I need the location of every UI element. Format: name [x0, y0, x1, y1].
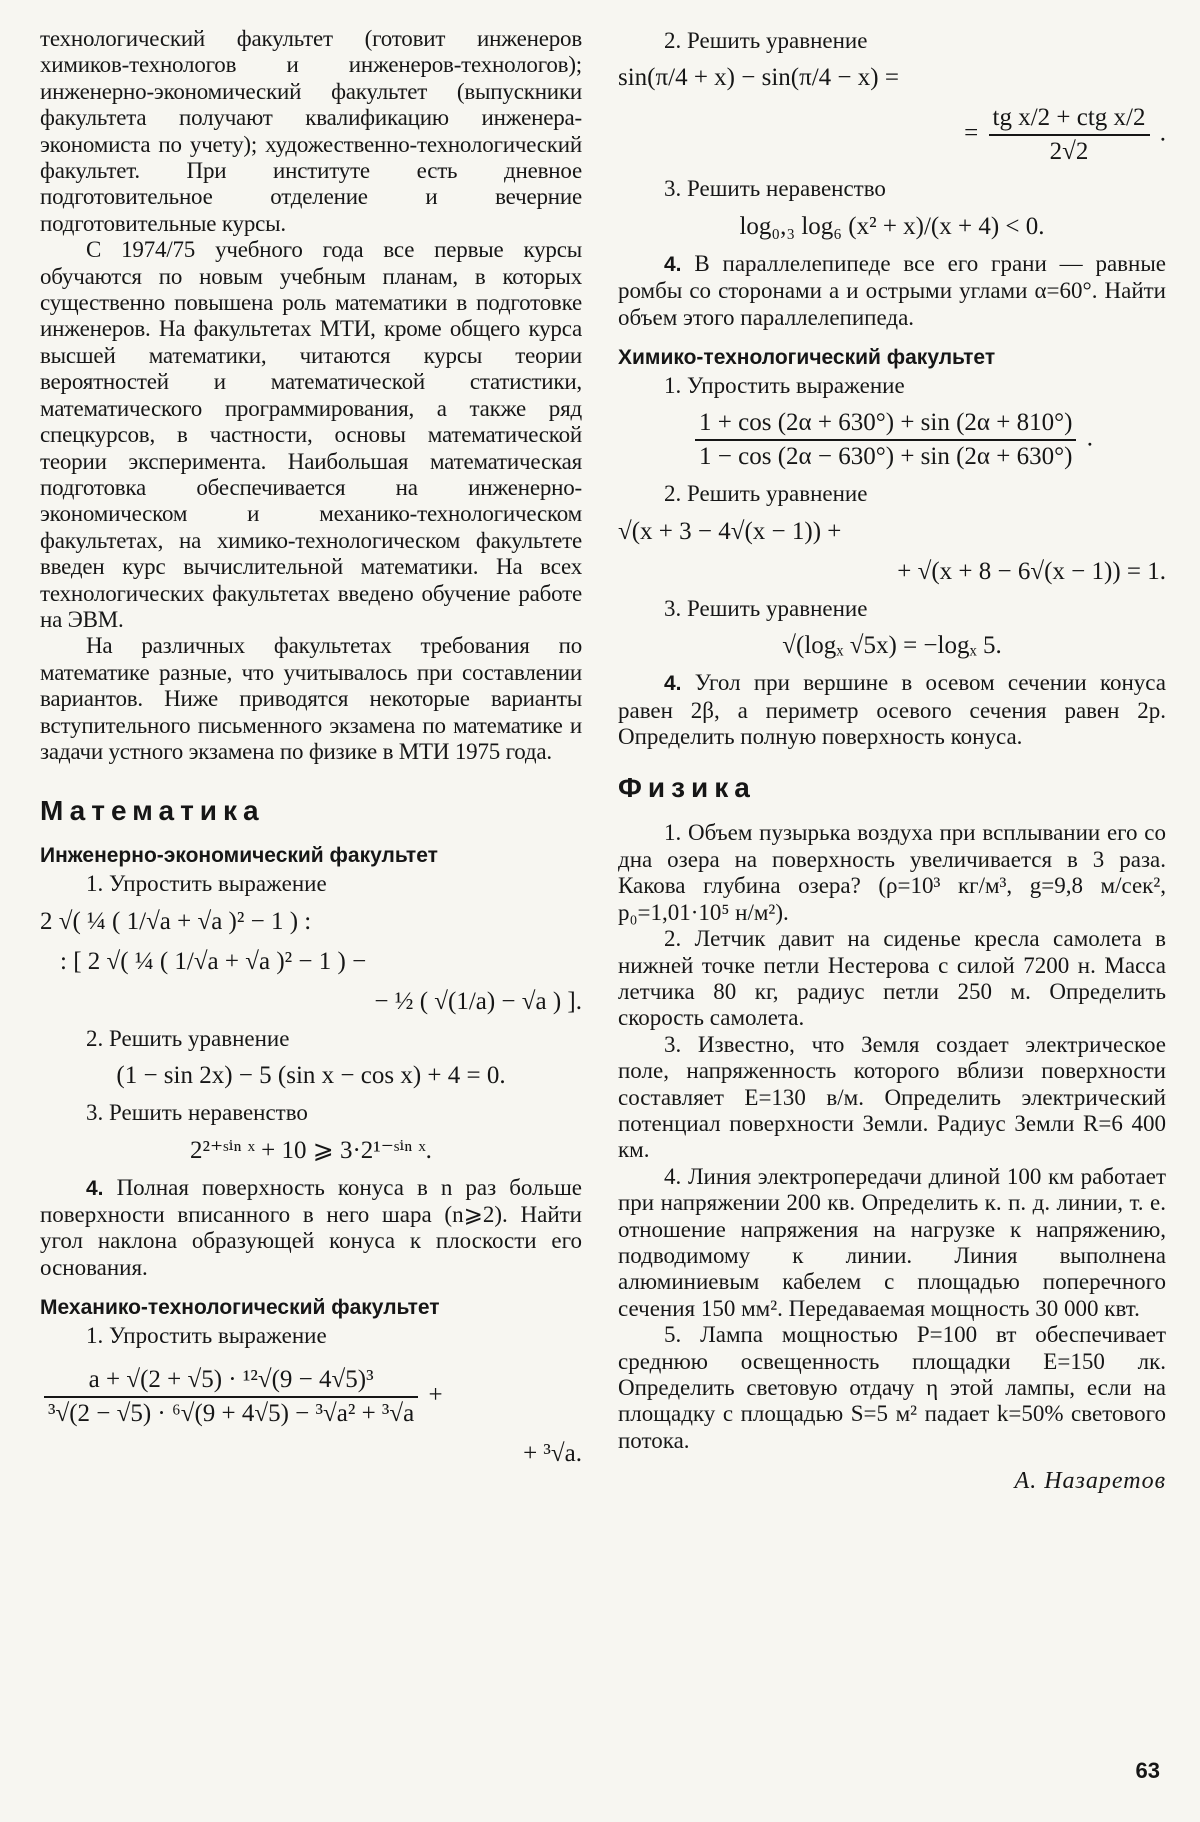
mech-tech-problem-1-plus: +: [428, 1381, 443, 1409]
mech-tech-problem-1-denominator: ³√(2 − √5) · ⁶√(9 + 4√5) − ³√a² + ³√a: [48, 1399, 415, 1427]
mech-tech-problem-2-rhs-numerator: tg x/2 + ctg x/2: [989, 102, 1150, 136]
chem-tech-problem-4-number: 4.: [664, 672, 682, 696]
chem-tech-faculty-title: Химико-технологический факультет: [618, 346, 996, 370]
eng-econ-problem-1-formula-line-2: : [ 2 √( ¼ ( 1/√a + √a )² − 1 ) −: [60, 947, 367, 975]
mech-tech-problem-2-rhs-denominator: 2√2: [1049, 138, 1089, 166]
mech-tech-problem-4-text: В параллелепипеде все его грани — равные ромбы со сторонами a и острыми углами α=60°. Найти объем этого параллелепипеда.: [618, 250, 1167, 330]
eng-econ-problem-1-formula-line-3: − ½ ( √(1/a) − √a ) ].: [374, 987, 582, 1015]
intro-paragraph-2: С 1974/75 учебного года все первые курсы обучаются по новым учебным планам, в которых существенно повышена роль математики в подготовке инженеров. На факультетах МТИ, кроме общего курса высшей математики, читаются курсы теории вероятностей и математической статистики, математического программирования, а также ряд спецкурсов, в частности, основы математической теории эксперимента. Наибольшая математическая подготовка обеспечивается на инженерно-экономическом и механико-технологическом факультетах, на химико-технологическом факультете введен курс вычислительной математики. На всех технологических факультетах введено обучение работе на ЭВМ.: [40, 237, 582, 632]
chem-tech-problem-3-formula: √(logₓ √5x) = −logₓ 5.: [782, 632, 1002, 660]
mech-tech-problem-1-formula: [40, 1364, 582, 1430]
mech-tech-problem-2-label: 2. Решить уравнение: [664, 28, 868, 53]
mech-tech-problem-1-label: 1. Упростить выражение: [86, 1323, 327, 1349]
chem-tech-problem-4-text: Угол при вершине в осевом сечении конуса равен 2β, а периметр осевого сечения равен 2p. Определить полную поверхность конуса.: [618, 670, 1166, 750]
physics-problem-5: 5. Лампа мощностью P=100 вт обеспечивает среднюю освещенность площадки E=150 лк. Определить световую отдачу η этой лампы, если на площадку с площадью S=5 м² падает k=50% светового потока.: [618, 1322, 1166, 1453]
right-column: [618, 26, 1166, 1495]
physics-problem-3: 3. Известно, что Земля создает электрическое поле, напряженность которого вблизи поверхности составляет E=130 в/м. Определить электрический потенциал поверхности Земли. Радиус Земли R=6 400 км.: [618, 1031, 1166, 1163]
eng-econ-problem-4-number: 4.: [86, 1176, 104, 1200]
page-number: 63: [1135, 1758, 1160, 1783]
chem-tech-problem-2-label: 2. Решить уравнение: [664, 481, 868, 507]
mech-tech-problem-2-formula-line-2: [618, 102, 1166, 168]
left-column: [40, 26, 582, 1478]
mech-tech-problem-3-label: 3. Решить неравенство: [664, 176, 886, 202]
chem-tech-problem-1-denominator: 1 − cos (2α − 630°) + sin (2α + 630°): [699, 443, 1073, 471]
mech-tech-problem-2-rhs-fraction: [989, 102, 1150, 168]
chem-tech-problem-2-formula-line-1: √(x + 3 − 4√(x − 1)) +: [618, 517, 842, 545]
eng-econ-problem-4: [40, 1175, 582, 1282]
physics-section-title: Физика: [618, 772, 756, 804]
chem-tech-problem-1-numerator: 1 + cos (2α + 630°) + sin (2α + 810°): [695, 407, 1076, 441]
eng-econ-problem-3-formula: 2²⁺ˢⁱⁿ ˣ + 10 ⩾ 3·2¹⁻ˢⁱⁿ ˣ.: [190, 1136, 432, 1164]
eng-econ-problem-2-formula: (1 − sin 2x) − 5 (sin x − cos x) + 4 = 0.: [116, 1062, 506, 1090]
mech-tech-problem-4-number: 4.: [664, 252, 682, 276]
chem-tech-problem-1-formula: [618, 407, 1166, 473]
intro-paragraph-3: На различных факультетах требования по математике разные, что учитывалось при составлении вариантов. Ниже приводятся некоторые варианты вступительного письменного экзамена по математике и задачи устного экзамена по физике в МТИ 1975 года.: [40, 633, 582, 764]
eng-econ-faculty-title: Инженерно-экономический факультет: [40, 844, 438, 868]
mech-tech-problem-2-dot: .: [1159, 120, 1166, 148]
author-signature: А. Назаретов: [1014, 1468, 1166, 1495]
intro-paragraph-1: технологический факультет (готовит инженеров химиков-технологов и инженеров-технологов); инженерно-экономический факультет (выпускники факультета получают квалификацию инженера-экономиста по учету); художественно-технологический факультет. При институте есть дневное подготовительное отделение и вечерние подготовительные курсы.: [40, 26, 582, 236]
chem-tech-problem-1-label: 1. Упростить выражение: [664, 373, 905, 399]
eng-econ-problem-2-label: 2. Решить уравнение: [86, 1025, 290, 1051]
chem-tech-problem-1-fraction: [695, 407, 1076, 473]
mech-tech-problem-1-fraction: [44, 1364, 418, 1430]
physics-problem-1: 1. Объем пузырька воздуха при всплывании его со дна озера на поверхность увеличивается в 3 раза. Какова глубина озера? (ρ=10³ кг/м³, g=9,8 м/сек², p₀=1,01·10⁵ н/м²).: [618, 820, 1166, 925]
eng-econ-problem-4-text: Полная поверхность конуса в n раз больше поверхности вписанного в него шара (n⩾2). Найти угол наклона образующей конуса к плоскости его основания.: [40, 1174, 582, 1280]
physics-problem-2: 2. Летчик давит на сиденье кресла самолета в нижней точке петли Нестерова с силой 7200 н. Масса летчика 80 кг, радиус петли 250 м. Определить скорость самолета.: [618, 926, 1166, 1031]
mech-tech-faculty-title: Механико-технологический факультет: [40, 1296, 440, 1320]
chem-tech-problem-3-label: 3. Решить уравнение: [664, 595, 868, 621]
physics-problem-4: 4. Линия электропередачи длиной 100 км работает при напряжении 200 кв. Определить к. п. д. линии, т. е. отношение напряжения на нагрузке к напряжению, подводимому к линии. Линия выполнена алюминиевым кабелем с площадью поперечного сечения 150 мм². Передаваемая мощность 30 000 квт.: [618, 1163, 1166, 1321]
eng-econ-problem-1-label: 1. Упростить выражение: [86, 871, 327, 897]
mech-tech-problem-2-equals: =: [964, 120, 979, 148]
mech-tech-problem-3-formula: log₀,₃ log₆ (x² + x)/(x + 4) < 0.: [739, 212, 1045, 240]
mech-tech-problem-1-numerator: a + √(2 + √5) · ¹²√(9 − 4√5)³: [44, 1364, 418, 1398]
eng-econ-problem-1-formula-line-1: 2 √( ¼ ( 1/√a + √a )² − 1 ) :: [40, 907, 312, 935]
mech-tech-problem-1-tail: + ³√a.: [523, 1439, 582, 1467]
chem-tech-problem-2-formula-line-2: + √(x + 8 − 6√(x − 1)) = 1.: [897, 557, 1166, 585]
mech-tech-problem-4: [618, 251, 1166, 331]
math-section-title: Математика: [40, 795, 265, 827]
chem-tech-problem-1-dot: .: [1086, 425, 1093, 453]
eng-econ-problem-3-label: 3. Решить неравенство: [86, 1100, 308, 1126]
chem-tech-problem-4: [618, 670, 1166, 750]
mech-tech-problem-2-formula-line-1: sin(π/4 + x) − sin(π/4 − x) =: [618, 64, 899, 92]
